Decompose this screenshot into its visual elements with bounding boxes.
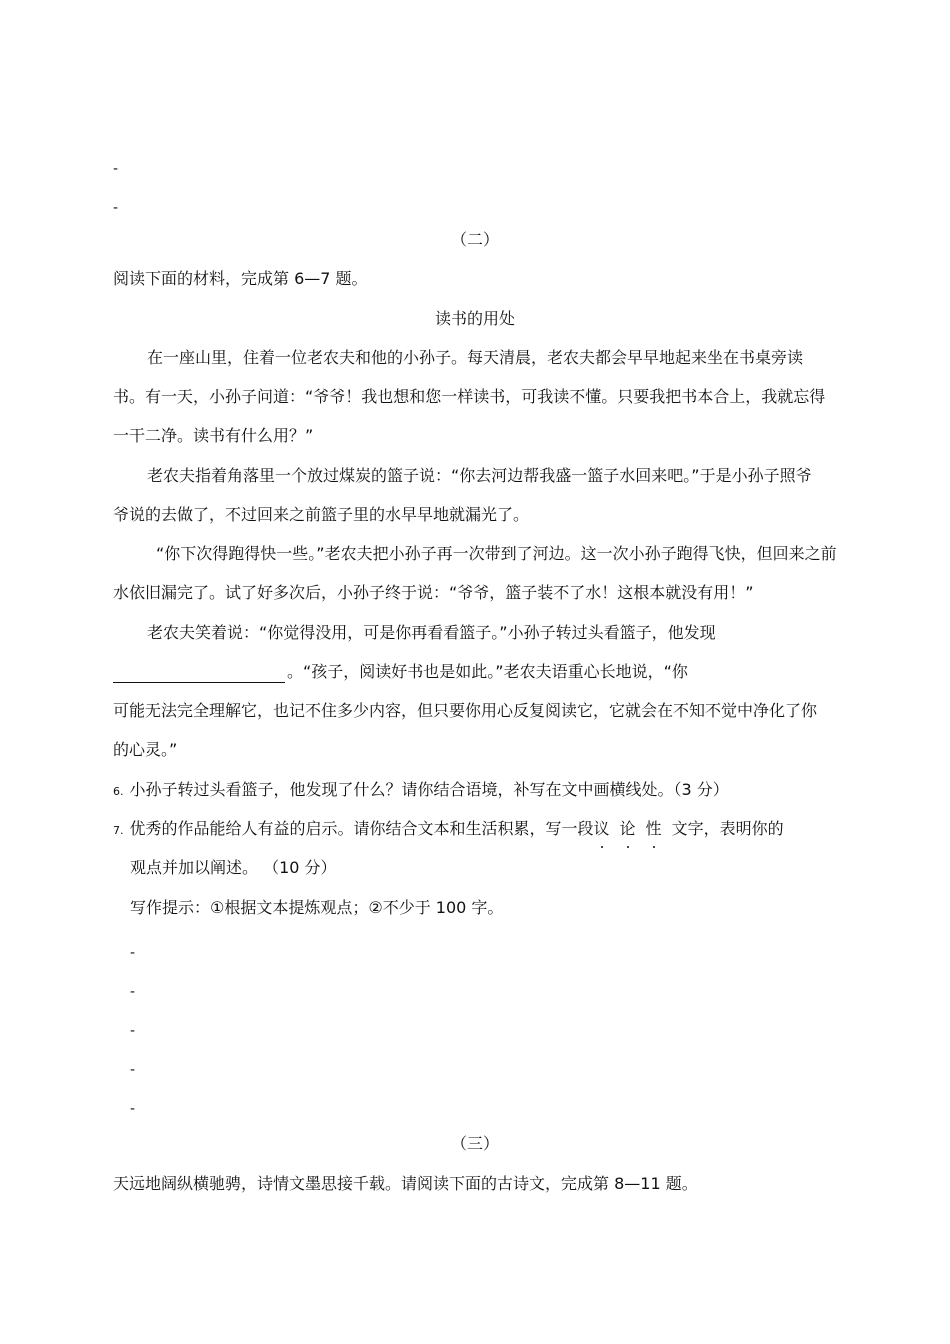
- section-heading: （三）: [450, 1134, 499, 1153]
- paragraph-2-line: 老农夫指着角落里一个放过煤炭的篮子说：“你去河边帮我盛一篮子水回来吧。”于是小孙子照爷: [147, 466, 812, 485]
- writing-hint: 写作提示：①根据文本提炼观点；②不少于 100 字。: [130, 898, 504, 917]
- question-number: 7.: [113, 824, 124, 837]
- paragraph-4-line: 的心灵。”: [113, 740, 178, 759]
- paragraph-2-line: 爷说的去做了，不过回来之前篮子里的水早早地就漏光了。: [113, 505, 530, 524]
- dash-mark: -: [113, 161, 119, 177]
- question-number: 6.: [113, 785, 124, 798]
- paragraph-4-line: 可能无法完全理解它，也记不住多少内容，但只要你用心反复阅读它，它就会在不知不觉中净化了你: [113, 701, 818, 720]
- question-6: [113, 779, 729, 803]
- dash-mark: -: [113, 200, 119, 216]
- paragraph-1-line: 在一座山里，住着一位老农夫和他的小孙子。每天清晨，老农夫都会早早地起来坐在书桌旁读: [147, 348, 804, 367]
- section-heading: （二）: [450, 230, 499, 249]
- fill-in-blank[interactable]: [113, 666, 285, 683]
- story-title: 读书的用处: [434, 309, 515, 328]
- question-7-line-2: 观点并加以阐述。 （10 分）: [130, 858, 337, 877]
- paragraph-1-line: 一干二净。读书有什么用？”: [113, 426, 314, 445]
- question-7: [113, 818, 784, 842]
- emphasis-char: 性: [645, 819, 662, 838]
- emphasis-char: 论: [619, 819, 636, 838]
- paragraph-4-text: 。“孩子，阅读好书也是如此。”老农夫语重心长地说，“你: [287, 662, 688, 681]
- paragraph-4-line: 老农夫笑着说：“你觉得没用，可是你再看看篮子。”小孙子转过头看篮子，他发现: [147, 623, 716, 642]
- section-intro: 阅读下面的材料，完成第 6—7 题。: [113, 269, 368, 288]
- paragraph-1-line: 书。有一天，小孙子问道：“爷爷！我也想和您一样读书，可我读不懂。只要我把书本合上，我就忘得: [113, 387, 826, 406]
- emphasis-char: 议: [593, 819, 610, 838]
- question-text: 优秀的作品能给人有益的启示。请你结合文本和生活积累，写一段: [129, 819, 594, 838]
- paragraph-4-line: [113, 661, 688, 683]
- paragraph-3-line: 水依旧漏完了。试了好多次后，小孙子终于说：“爷爷，篮子装不了水！这根本就没有用！”: [113, 583, 754, 602]
- answer-line-mark: -: [130, 1062, 136, 1078]
- answer-line-mark: -: [130, 984, 136, 1000]
- section-intro: 天远地阔纵横驰骋，诗情文墨思接千载。请阅读下面的古诗文，完成第 8—11 题。: [113, 1174, 698, 1193]
- answer-line-mark: -: [130, 1101, 136, 1117]
- answer-line-mark: -: [130, 945, 136, 961]
- question-text: 小孙子转过头看篮子，他发现了什么？请你结合语境，补写在文中画横线处。（3 分）: [129, 780, 729, 799]
- question-text: 文字，表明你的: [671, 819, 784, 838]
- paragraph-3-line: “你下次得跑得快一些。”老农夫把小孙子再一次带到了河边。这一次小孙子跑得飞快，但回来之前: [156, 544, 837, 563]
- answer-line-mark: -: [130, 1023, 136, 1039]
